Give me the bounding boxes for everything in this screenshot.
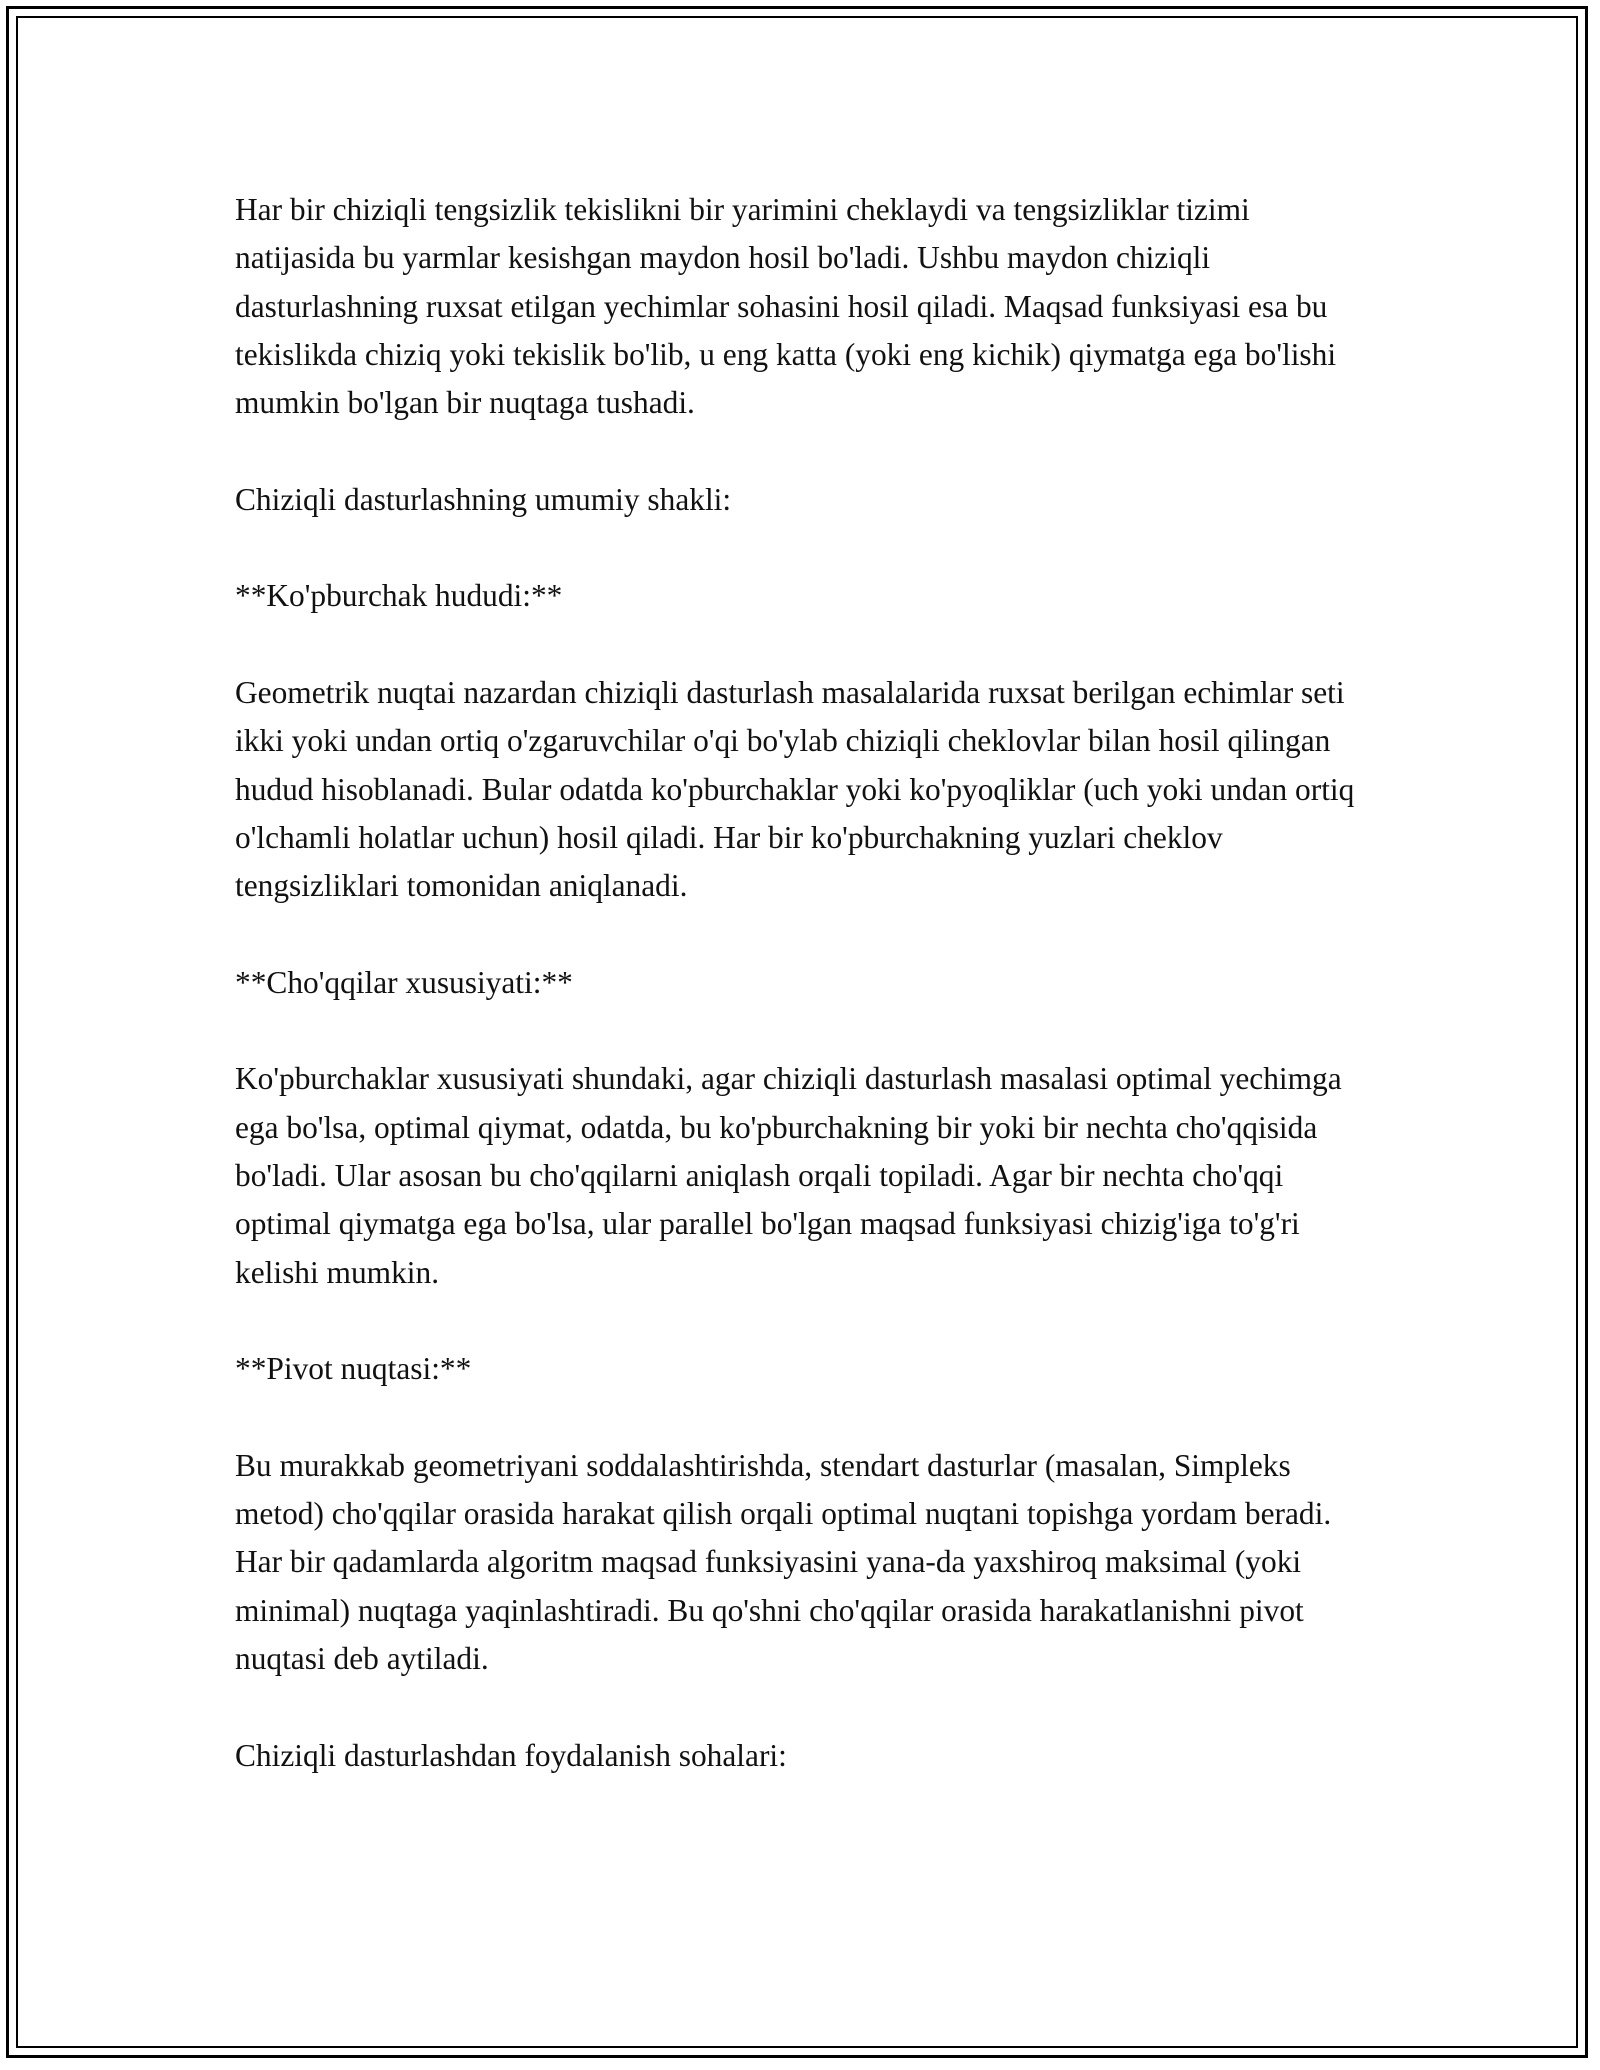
heading-vertex-property: **Cho'qqilar xususiyati:** — [235, 964, 573, 1000]
document-body — [235, 186, 1365, 1780]
heading-pivot-point: **Pivot nuqtasi:** — [235, 1351, 472, 1387]
paragraph-pivot-point: Bu murakkab geometriyani soddalashtirishda, stendart dasturlar (masalan, Simpleks metod) cho'qqilar orasida harakat qilish orqali optimal nuqtani topishga yordam beradi. Har bir qadamlarda algoritm maqsad funksiyasini yana-da yaxshiroq maksimal (yoki minimal) nuqtaga yaqinlashtiradi. Bu qo'shni cho'qqilar orasida harakatlanishni pivot nuqtasi deb aytiladi. — [235, 1447, 1332, 1676]
paragraph-feasible-region: Har bir chiziqli tengsizlik tekislikni bir yarimini cheklaydi va tengsizliklar tizimi natijasida bu yarmlar kesishgan maydon hosil bo'ladi. Ushbu maydon chiziqli dasturlashning ruxsat etilgan yechimlar sohasini hosil qiladi. Maqsad funksiyasi esa bu tekislikda chiziq yoki tekislik bo'lib, u eng katta (yoki eng kichik) qiymatga ega bo'lishi mumkin bo'lgan bir nuqtaga tushadi. — [235, 192, 1337, 421]
paragraph-general-form: Chiziqli dasturlashning umumiy shakli: — [235, 481, 732, 517]
paragraph-vertex-property: Ko'pburchaklar xususiyati shundaki, agar chiziqli dasturlash masalasi optimal yechimga ega bo'lsa, optimal qiymat, odatda, bu ko'pburchakning bir yoki bir nechta cho'qqisida bo'ladi. Ular asosan bu cho'qqilarni aniqlash orqali topiladi. Agar bir nechta cho'qqi optimal qiymatga ega bo'lsa, ular parallel bo'lgan maqsad funksiyasi chizig'iga to'g'ri kelishi mumkin. — [235, 1061, 1342, 1290]
heading-polygon-region: **Ko'pburchak hududi:** — [235, 578, 563, 614]
paragraph-polygon-region: Geometrik nuqtai nazardan chiziqli dasturlash masalalarida ruxsat berilgan echimlar seti ikki yoki undan ortiq o'zgaruvchilar o'qi bo'ylab chiziqli cheklovlar bilan hosil qilingan hudud hisoblanadi. Bular odatda ko'pburchaklar yoki ko'pyoqliklar (uch yoki undan ortiq o'lchamli holatlar uchun) hosil qiladi. Har bir ko'pburchakning yuzlari cheklov tengsizliklari tomonidan aniqlanadi. — [235, 674, 1355, 904]
paragraph-application-areas: Chiziqli dasturlashdan foydalanish sohalari: — [235, 1737, 787, 1773]
